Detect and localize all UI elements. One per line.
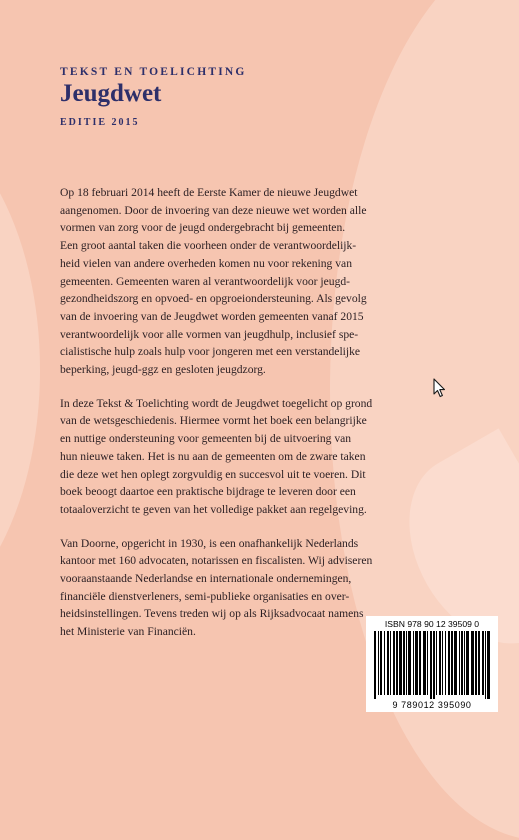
text-line: gezondheidszorg en opvoed- en opgroeiondersteuning. Als gevolg (60, 292, 367, 306)
barcode-bar (387, 631, 389, 695)
barcode-bar (482, 631, 484, 695)
barcode-bar (415, 631, 418, 695)
edition-label: EDITIE 2015 (60, 117, 140, 128)
barcode-bar (478, 631, 480, 695)
text-line: beperking, jeugd-ggz en gesloten jeugdzorg. (60, 363, 266, 377)
barcode-bar (451, 631, 453, 695)
text-line: Van Doorne, opgericht in 1930, is een onafhankelijk Nederlands (60, 536, 359, 550)
text-line: In deze Tekst & Toelichting wordt de Jeugdwet toegelicht op grond (60, 396, 373, 410)
barcode-bar (423, 631, 426, 695)
background-shape-left (0, 110, 40, 630)
barcode-bar (384, 631, 385, 695)
text-line: kantoor met 160 advocaten, notarissen en fiscalisten. Wij adviseren (60, 554, 373, 568)
barcode-bars (374, 631, 490, 699)
text-line: totaaloverzicht te geven van het volledige pakket aan regelgeving. (60, 502, 367, 516)
barcode-bar (448, 631, 450, 695)
barcode-bar (408, 631, 411, 695)
text-line: vormen van zorg voor de jeugd ondergebracht bij gemeenten. (60, 221, 346, 235)
blurb-paragraph-1 (60, 184, 440, 379)
barcode-bar (439, 631, 441, 695)
text-line: van de invoering van de Jeugdwet worden gemeenten vanaf 2015 (60, 309, 364, 323)
isbn-label: ISBN 978 90 12 39509 0 (384, 619, 480, 629)
barcode-bar (461, 631, 463, 695)
text-line: verantwoordelijk voor alle vormen van jeugdhulp, inclusief spe- (60, 327, 359, 341)
text-line: en nuttige ondersteuning voor gemeenten bij de uitvoering van (60, 432, 352, 446)
barcode-digits: 9 789012 395090 (392, 700, 472, 710)
text-line: Een groot aantal taken die voorheen onder de verantwoordelijk- (60, 239, 357, 253)
barcode-bar (464, 631, 465, 695)
barcode-bar (374, 631, 376, 699)
barcode-bar (466, 631, 469, 695)
barcode-bar (430, 631, 432, 699)
barcode-bar (487, 631, 490, 699)
text-line: die deze wet hen oplegt zorgvuldig en succesvol uit te voeren. Dit (60, 467, 366, 481)
text-line: hun nieuwe taken. Het is nu aan de gemeenten om de zware taken (60, 449, 366, 463)
barcode-bar (406, 631, 407, 695)
barcode-bar (471, 631, 474, 695)
barcode-bar (454, 631, 457, 695)
barcode-bar (427, 631, 428, 695)
barcode-bar (485, 631, 486, 699)
mouse-pointer-icon (433, 378, 447, 398)
barcode-bar (419, 631, 421, 695)
barcode-bar (393, 631, 395, 695)
blurb-paragraph-2 (60, 395, 440, 519)
book-title: Jeugdwet (60, 80, 162, 107)
barcode-bar (380, 631, 382, 695)
text-line: van de wetsgeschiedenis. Hiermee vormt het boek een belangrijke (60, 414, 367, 428)
barcode-bar (459, 631, 460, 695)
series-kicker: TEKST EN TOELICHTING (60, 66, 247, 78)
barcode-bar (403, 631, 405, 695)
isbn-barcode (366, 616, 498, 712)
text-line: gemeenten. Gemeenten waren al verantwoordelijk voor jeugd- (60, 274, 351, 288)
text-line: cialistische hulp zoals hulp voor jongeren met een verstandelijke (60, 345, 361, 359)
barcode-bar (399, 631, 402, 695)
barcode-bar (445, 631, 446, 695)
barcode-bar (378, 631, 379, 695)
text-line: vooraanstaande Nederlandse en internationale ondernemingen, (60, 572, 352, 586)
barcode-bar (390, 631, 391, 695)
text-line: het Ministerie van Financiën. (60, 625, 196, 639)
text-line: financiële dienstverleners, semi-publieke organisaties en over- (60, 589, 350, 603)
barcode-bar (436, 631, 437, 695)
barcode-bar (433, 631, 435, 699)
text-line: boek beoogt daartoe een praktische bijdrage te leveren door een (60, 485, 356, 499)
barcode-bar (475, 631, 477, 695)
barcode-bar (413, 631, 414, 695)
blurb-text (60, 184, 440, 657)
text-line: heid vielen van andere overheden komen nu voor rekening van (60, 256, 352, 270)
barcode-bar (396, 631, 398, 695)
text-line: heidsinstellingen. Tevens treden wij op als Rijksadvocaat namens (60, 607, 364, 621)
barcode-bar (442, 631, 443, 695)
cover-header (60, 66, 247, 128)
text-line: Op 18 februari 2014 heeft de Eerste Kamer de nieuwe Jeugdwet (60, 186, 358, 199)
text-line: aangenomen. Door de invoering van deze nieuwe wet worden alle (60, 203, 367, 217)
